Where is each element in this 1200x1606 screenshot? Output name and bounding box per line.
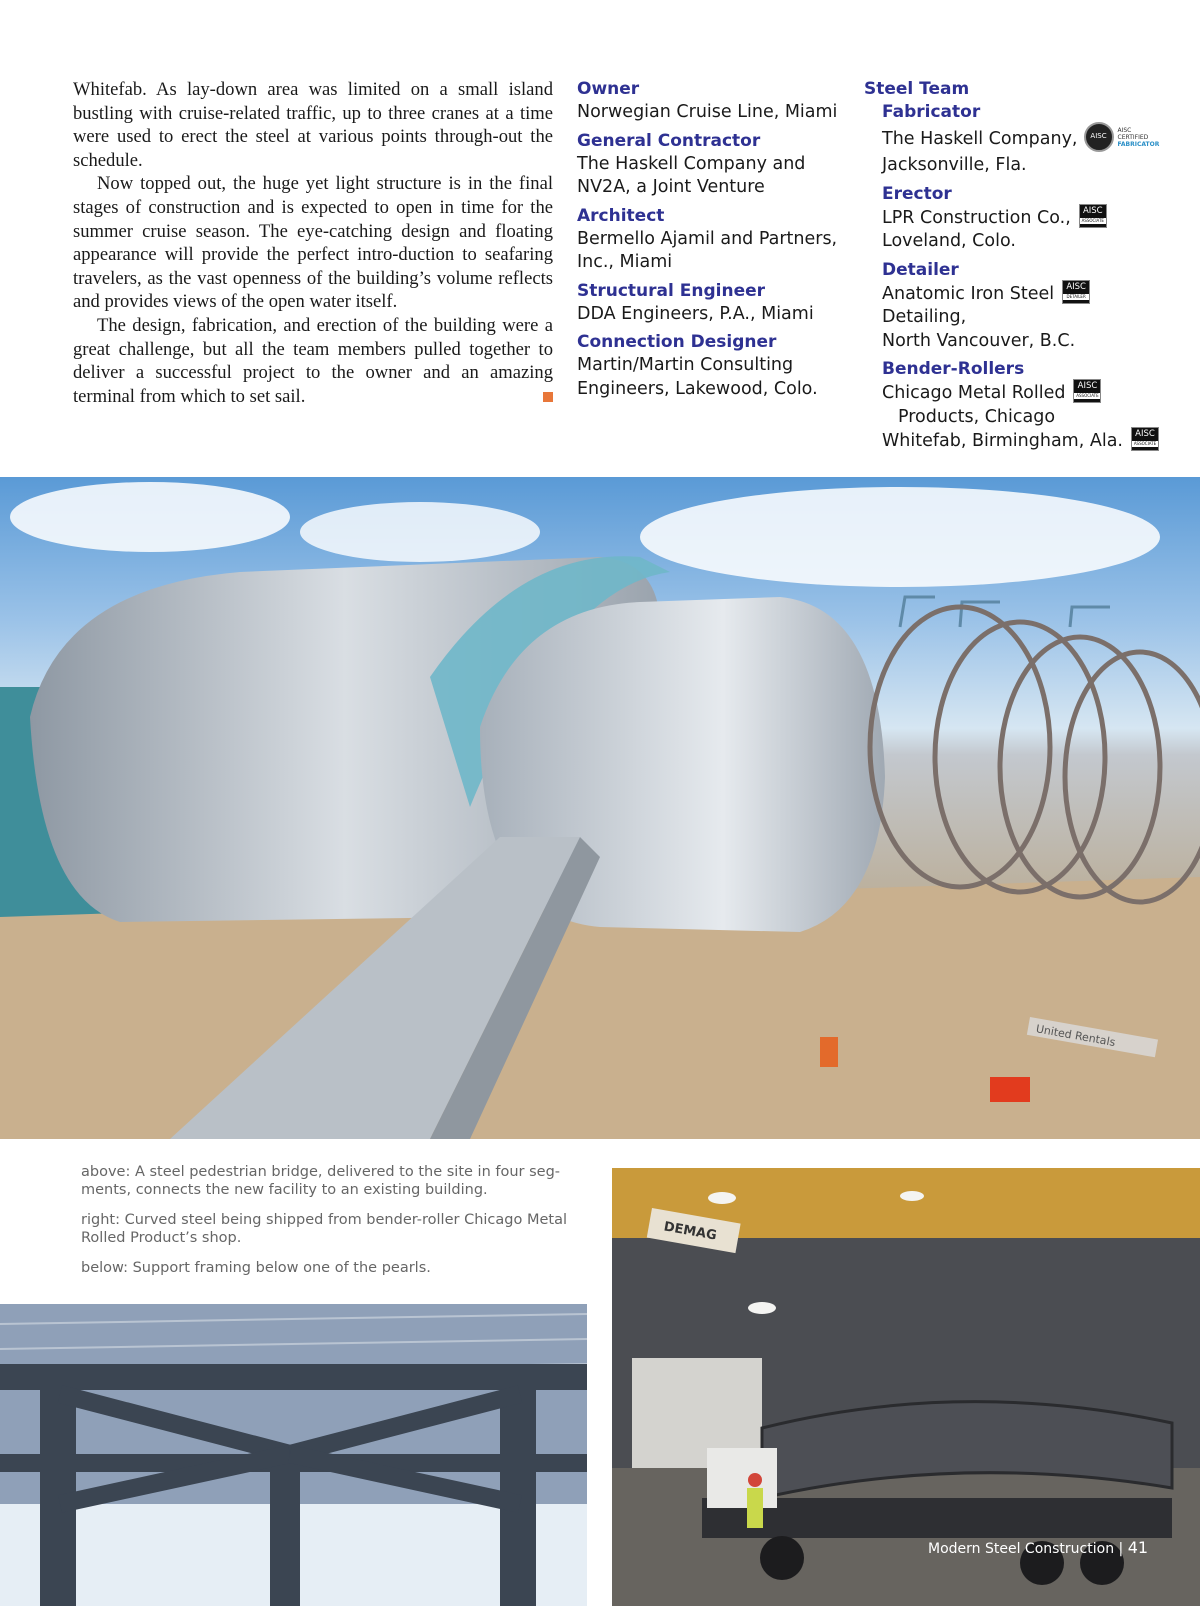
credit-name: Norwegian Cruise Line, Miami	[577, 102, 838, 122]
aisc-certified-fabricator-logo: AISC AISC CERTIFIED FABRICATOR	[1084, 122, 1160, 152]
credit-role: Architect	[577, 205, 665, 226]
credit-name-continued: Detailing,	[882, 307, 967, 327]
page-number: 41	[1127, 1538, 1149, 1557]
terminal-illustration	[0, 477, 1200, 1139]
aisc-associate-badge: AISC ASSOCIATE	[1073, 379, 1101, 403]
steel-team-credits	[864, 78, 1164, 459]
credit-architect	[577, 205, 847, 275]
photo-captions	[81, 1163, 581, 1289]
article-paragraph: Whitefab. As lay-down area was limited on a small island bustling with cruise-related traffic, up to three cranes at a time were used to erect the steel at various points through-out the schedule.	[73, 79, 553, 171]
credit-location: Products, Chicago	[898, 406, 1056, 427]
credit-erector	[882, 183, 1164, 254]
credit-connection-designer	[577, 331, 847, 401]
credit-fabricator	[882, 101, 1164, 178]
credit-role: Owner	[577, 79, 640, 99]
credit-role: Detailer	[882, 259, 959, 280]
credit-location: North Vancouver, B.C.	[882, 330, 1076, 351]
caption-above: above: A steel pedestrian bridge, delivered to the site in four seg-ments, connects the new facility to an existing building.	[81, 1164, 561, 1198]
credit-location: Jacksonville, Fla.	[882, 155, 1027, 175]
credit-owner	[577, 78, 847, 125]
credit-location: Loveland, Colo.	[882, 231, 1016, 251]
credit-structural-engineer	[577, 280, 847, 327]
steel-team-heading: Steel Team	[864, 79, 970, 99]
framing-illustration	[0, 1304, 587, 1606]
credit-role: Fabricator	[882, 102, 981, 122]
article-body	[73, 78, 553, 408]
credit-name: LPR Construction Co.,	[882, 207, 1071, 228]
credit-bender-rollers	[882, 358, 1164, 454]
aisc-seal-icon: AISC	[1084, 122, 1114, 152]
article-paragraph: Now topped out, the huge yet light structure is in the final stages of construction and is expected to open in time for the summer cruise season. The eye-catching design and floating appearance will provide the perfect intro-duction to seafaring travelers, as the vast openness of the building’s volume reflects and provides views of the open water itself.	[73, 173, 553, 313]
credit-role: Bender-Rollers	[882, 359, 1025, 379]
aisc-associate-badge: AISC ASSOCIATE	[1079, 204, 1107, 228]
aisc-detailer-badge: AISC DETAILER	[1062, 280, 1090, 304]
credit-name: Whitefab, Birmingham, Ala.	[882, 431, 1123, 451]
credit-general-contractor	[577, 130, 847, 200]
publication-name: Modern Steel Construction	[928, 1541, 1115, 1557]
rental-sign: United Rentals	[1034, 1022, 1117, 1050]
credit-role: Structural Engineer	[577, 280, 766, 301]
aisc-associate-badge: AISC ASSOCIATE	[1131, 427, 1159, 451]
credit-name: Bermello Ajamil and Partners, Inc., Miami	[577, 228, 838, 272]
credit-name: Martin/Martin Consulting Engineers, Lakewood, Colo.	[577, 355, 818, 399]
credit-name: Anatomic Iron Steel	[882, 283, 1055, 304]
caption-below: below: Support framing below one of the pearls.	[81, 1260, 431, 1276]
project-credits	[577, 78, 847, 406]
support-framing-photo	[0, 1304, 587, 1606]
crane-label: DEMAG	[662, 1219, 718, 1244]
credit-role: General Contractor	[577, 130, 761, 151]
caption-right: right: Curved steel being shipped from bender-roller Chicago Metal Rolled Product’s shop.	[81, 1212, 567, 1246]
credit-name: The Haskell Company,	[882, 129, 1078, 149]
article-paragraph: The design, fabrication, and erection of the building were a great challenge, but all the team members pulled together to deliver a successful project to the owner and an amazing terminal from which to set sail.	[73, 314, 553, 407]
credit-name: Chicago Metal Rolled	[882, 383, 1066, 403]
credit-name: The Haskell Company and NV2A, a Joint Venture	[577, 153, 806, 197]
terminal-construction-photo	[0, 477, 1200, 1139]
credit-detailer	[882, 259, 1164, 354]
end-of-article-mark	[543, 392, 553, 402]
credit-role: Erector	[882, 183, 952, 204]
credit-role: Connection Designer	[577, 332, 777, 352]
credit-name: DDA Engineers, P.A., Miami	[577, 303, 814, 324]
page-footer: Modern Steel Construction | 41	[928, 1538, 1149, 1557]
